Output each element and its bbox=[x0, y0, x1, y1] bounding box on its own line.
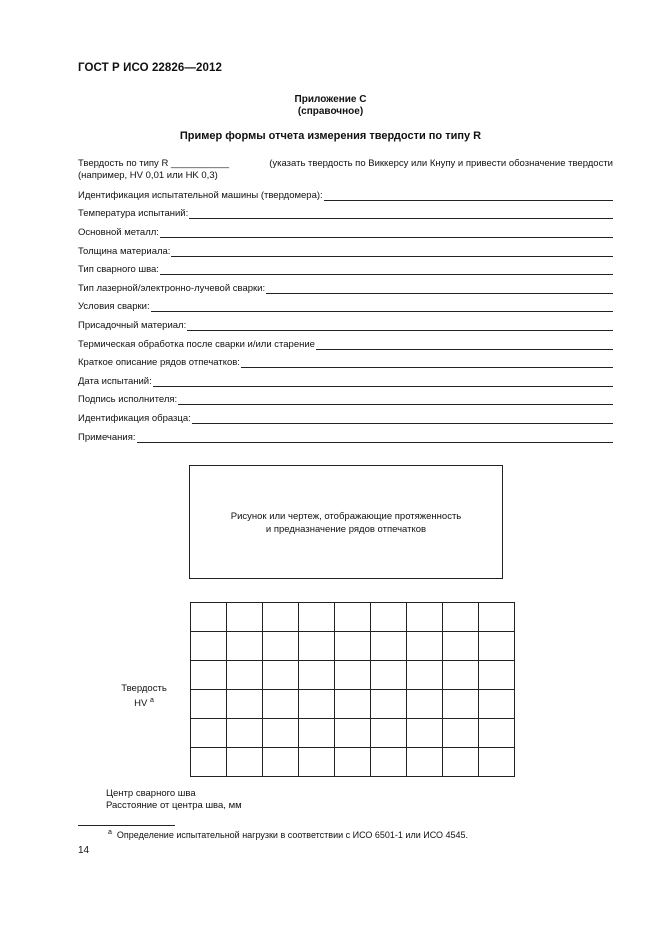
grid-cell bbox=[371, 690, 407, 719]
annex-subtitle: (справочное) bbox=[297, 106, 364, 117]
grid-row bbox=[191, 603, 515, 632]
fill-line[interactable] bbox=[160, 264, 613, 275]
grid-cell bbox=[299, 661, 335, 690]
grid-cell bbox=[191, 661, 227, 690]
field-filler-material[interactable] bbox=[78, 317, 613, 331]
intro-paragraph bbox=[78, 158, 613, 182]
grid-cell bbox=[479, 661, 515, 690]
grid-cell bbox=[371, 661, 407, 690]
grid-cell bbox=[371, 719, 407, 748]
fill-line[interactable] bbox=[192, 413, 613, 424]
y-label-line1: Твердость bbox=[121, 683, 167, 694]
intro-line1-right: (указать твердость по Виккерсу или Кнупу и привести обозначение твердости bbox=[269, 158, 613, 169]
field-test-temperature[interactable] bbox=[78, 205, 613, 219]
grid-cell bbox=[299, 690, 335, 719]
grid-cell bbox=[263, 690, 299, 719]
grid-cell bbox=[443, 661, 479, 690]
plot-x-label-distance: Расстояние от центра шва, мм bbox=[106, 800, 242, 811]
grid-cell bbox=[191, 603, 227, 632]
fill-line[interactable] bbox=[324, 190, 613, 201]
grid-cell bbox=[479, 603, 515, 632]
field-label: Идентификация испытательной машины (твердомера): bbox=[78, 190, 323, 201]
fill-line[interactable] bbox=[187, 320, 613, 331]
grid-cell bbox=[443, 748, 479, 777]
grid-cell bbox=[191, 719, 227, 748]
grid-cell bbox=[299, 748, 335, 777]
figure-text-line1: Рисунок или чертеж, отображающие протяженность bbox=[230, 511, 462, 522]
intro-line2: (например, HV 0,01 или HK 0,3) bbox=[78, 170, 218, 181]
grid-cell bbox=[407, 748, 443, 777]
y-label-line2: HV $^a$ bbox=[134, 697, 154, 710]
grid-cell bbox=[335, 661, 371, 690]
grid-cell bbox=[479, 690, 515, 719]
footnote-marker: a bbox=[149, 697, 154, 704]
footnote bbox=[108, 829, 468, 840]
field-label: Условия сварки: bbox=[78, 301, 150, 312]
grid-cell bbox=[263, 603, 299, 632]
field-label: Тип сварного шва: bbox=[78, 264, 159, 275]
field-indentation-rows[interactable] bbox=[78, 354, 613, 368]
fill-line[interactable] bbox=[189, 208, 613, 219]
field-label: Примечания: bbox=[78, 432, 136, 443]
grid-cell bbox=[479, 719, 515, 748]
document-id: ГОСТ Р ИСО 22826—2012 bbox=[78, 62, 223, 74]
field-label: Основной металл: bbox=[78, 227, 159, 238]
grid-cell bbox=[191, 632, 227, 661]
field-label: Краткое описание рядов отпечатков: bbox=[78, 357, 240, 368]
grid-cell bbox=[443, 719, 479, 748]
fill-line[interactable] bbox=[171, 246, 613, 257]
field-base-metal[interactable] bbox=[78, 224, 613, 238]
grid-cell bbox=[263, 661, 299, 690]
fill-line[interactable] bbox=[137, 432, 614, 443]
grid-cell bbox=[443, 603, 479, 632]
hardness-plot-grid bbox=[190, 602, 515, 777]
fill-line[interactable] bbox=[178, 394, 613, 405]
grid-cell bbox=[407, 603, 443, 632]
grid-cell bbox=[263, 719, 299, 748]
field-label: Температура испытаний: bbox=[78, 208, 189, 219]
footnote-marker: a bbox=[108, 829, 112, 836]
field-laser-ebeam-type[interactable] bbox=[78, 280, 613, 294]
field-material-thickness[interactable] bbox=[78, 243, 613, 257]
grid-cell bbox=[263, 748, 299, 777]
grid-cell bbox=[479, 748, 515, 777]
field-welding-conditions[interactable] bbox=[78, 298, 613, 312]
form-title: Пример формы отчета измерения твердости по типу R bbox=[179, 130, 482, 142]
field-post-weld-heat-treatment[interactable] bbox=[78, 336, 613, 350]
grid-cell bbox=[299, 632, 335, 661]
plot-x-label-weld-center: Центр сварного шва bbox=[106, 788, 196, 799]
annex-title: Приложение С bbox=[294, 94, 367, 105]
figure-text-line2: и предназначение рядов отпечатков bbox=[265, 524, 427, 535]
grid-cell bbox=[299, 719, 335, 748]
fill-line[interactable] bbox=[160, 227, 613, 238]
figure-placeholder-text bbox=[190, 510, 502, 536]
field-label: Дата испытаний: bbox=[78, 376, 152, 387]
grid-row bbox=[191, 748, 515, 777]
figure-placeholder-box bbox=[189, 465, 503, 579]
grid-cell bbox=[443, 690, 479, 719]
grid-cell bbox=[263, 632, 299, 661]
grid-cell bbox=[227, 661, 263, 690]
page-number: 14 bbox=[78, 845, 90, 856]
grid-cell bbox=[191, 748, 227, 777]
grid-cell bbox=[407, 690, 443, 719]
grid-cell bbox=[227, 690, 263, 719]
grid-cell bbox=[407, 632, 443, 661]
grid-cell bbox=[335, 748, 371, 777]
grid-cell bbox=[335, 690, 371, 719]
grid-cell bbox=[479, 632, 515, 661]
fill-line[interactable] bbox=[316, 339, 613, 350]
grid-cell bbox=[443, 632, 479, 661]
field-weld-type[interactable] bbox=[78, 261, 613, 275]
grid-row bbox=[191, 719, 515, 748]
fill-line[interactable] bbox=[153, 376, 613, 387]
grid-cell bbox=[227, 603, 263, 632]
grid-cell bbox=[227, 719, 263, 748]
grid-row bbox=[191, 661, 515, 690]
grid-row bbox=[191, 632, 515, 661]
field-test-date[interactable] bbox=[78, 373, 613, 387]
grid-cell bbox=[299, 603, 335, 632]
field-label: Термическая обработка после сварки и/или старение bbox=[78, 339, 315, 350]
plot-y-axis-label bbox=[112, 683, 176, 710]
grid-row bbox=[191, 690, 515, 719]
grid-cell bbox=[407, 719, 443, 748]
grid-cell bbox=[335, 632, 371, 661]
grid-cell bbox=[335, 719, 371, 748]
fill-line[interactable] bbox=[266, 283, 613, 294]
grid-cell bbox=[227, 748, 263, 777]
grid-cell bbox=[371, 748, 407, 777]
fill-line[interactable] bbox=[241, 357, 613, 368]
grid-cell bbox=[191, 690, 227, 719]
grid-cell bbox=[371, 603, 407, 632]
grid-cell bbox=[335, 603, 371, 632]
grid-cell bbox=[227, 632, 263, 661]
field-notes[interactable] bbox=[78, 429, 613, 443]
field-label: Тип лазерной/электронно-лучевой сварки: bbox=[78, 283, 266, 294]
field-specimen-id[interactable] bbox=[78, 410, 613, 424]
footnote-divider bbox=[78, 825, 175, 826]
footnote-text: Определение испытательной нагрузки в соответствии с ИСО 6501-1 или ИСО 4545. bbox=[116, 830, 469, 840]
field-testing-machine[interactable] bbox=[78, 187, 613, 201]
field-label: Идентификация образца: bbox=[78, 413, 191, 424]
intro-line1-left: Твердость по типу R ___________ bbox=[78, 158, 230, 169]
grid-cell bbox=[371, 632, 407, 661]
grid-cell bbox=[407, 661, 443, 690]
fill-line[interactable] bbox=[151, 301, 613, 312]
field-label: Толщина материала: bbox=[78, 246, 171, 257]
field-label: Подпись исполнителя: bbox=[78, 394, 178, 405]
field-operator-signature[interactable] bbox=[78, 391, 613, 405]
field-label: Присадочный материал: bbox=[78, 320, 187, 331]
